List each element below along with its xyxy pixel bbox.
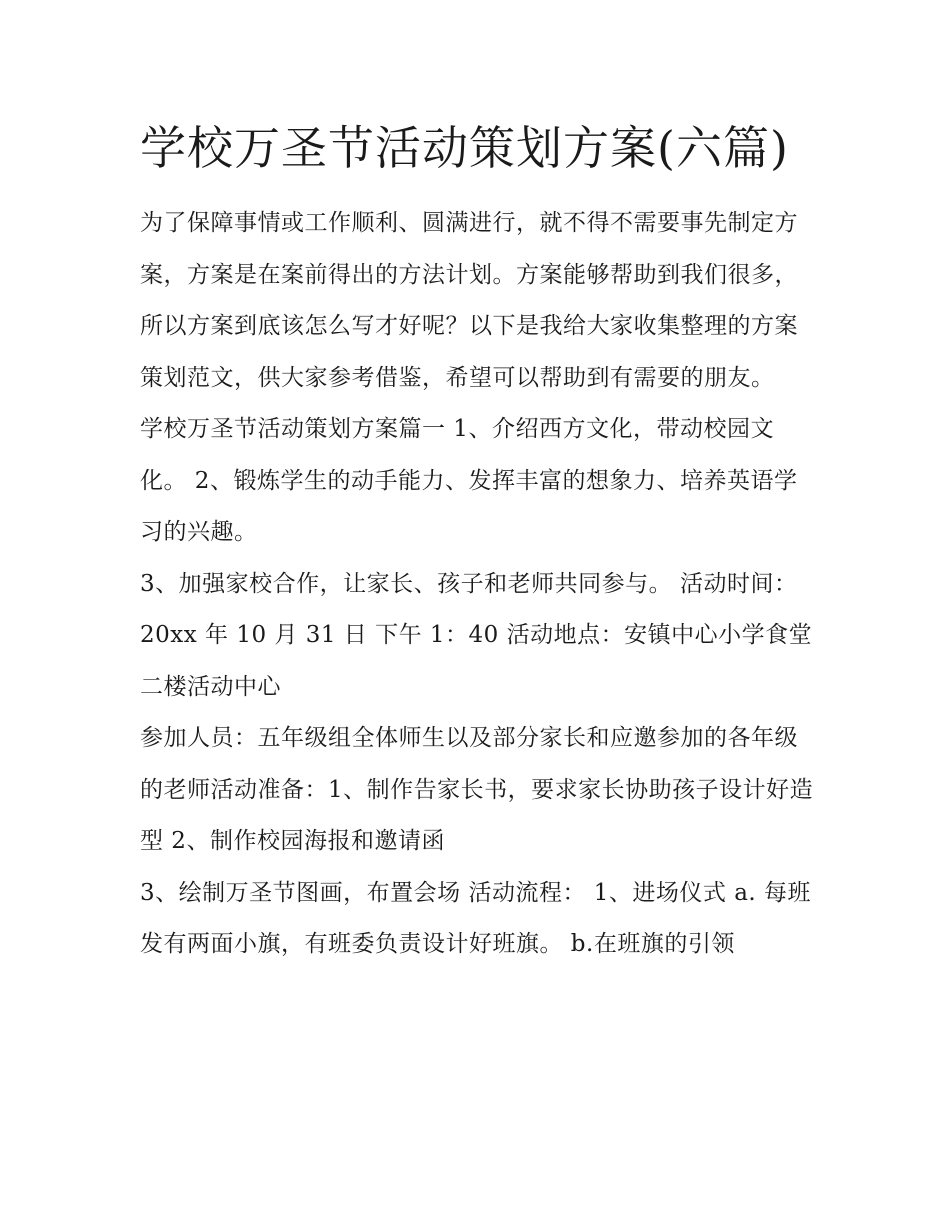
document-body [140, 110, 820, 971]
document-title: 学校万圣节活动策划方案(六篇) [140, 121, 789, 175]
paragraph-procedure: 3、绘制万圣节图画，布置会场 活动流程： 1、进场仪式 a. 每班发有两面小旗，有班委负责设计好班旗。 b.在班旗的引领 [140, 879, 812, 957]
intro-paragraph: 为了保障事情或工作顺利、圆满进行，就不得不需要事先制定方案，方案是在案前得出的方法计划。方案能够帮助到我们很多，所以方案到底该怎么写才好呢？以下是我给大家收集整理的方案策划范文，供大家参考借鉴，希望可以帮助到有需要的朋友。 [140, 210, 798, 391]
paragraph-participants-preparation: 参加人员：五年级组全体师生以及部分家长和应邀参加的各年级的老师活动准备：1、制作告家长书，要求家长协助孩子设计好造型 2、制作校园海报和邀请函 [140, 725, 814, 854]
paragraph-time-location: 3、加强家校合作，让家长、孩子和老师共同参与。 活动时间：20xx 年 10 月 31 日 下午 1：40 活动地点：安镇中心小学食堂二楼活动中心 [140, 570, 813, 700]
paragraph-activity-goals: 学校万圣节活动策划方案篇一 1、介绍西方文化，带动校园文化。 2、锻炼学生的动手能力、发挥丰富的想象力、培养英语学习的兴趣。 [140, 416, 798, 545]
